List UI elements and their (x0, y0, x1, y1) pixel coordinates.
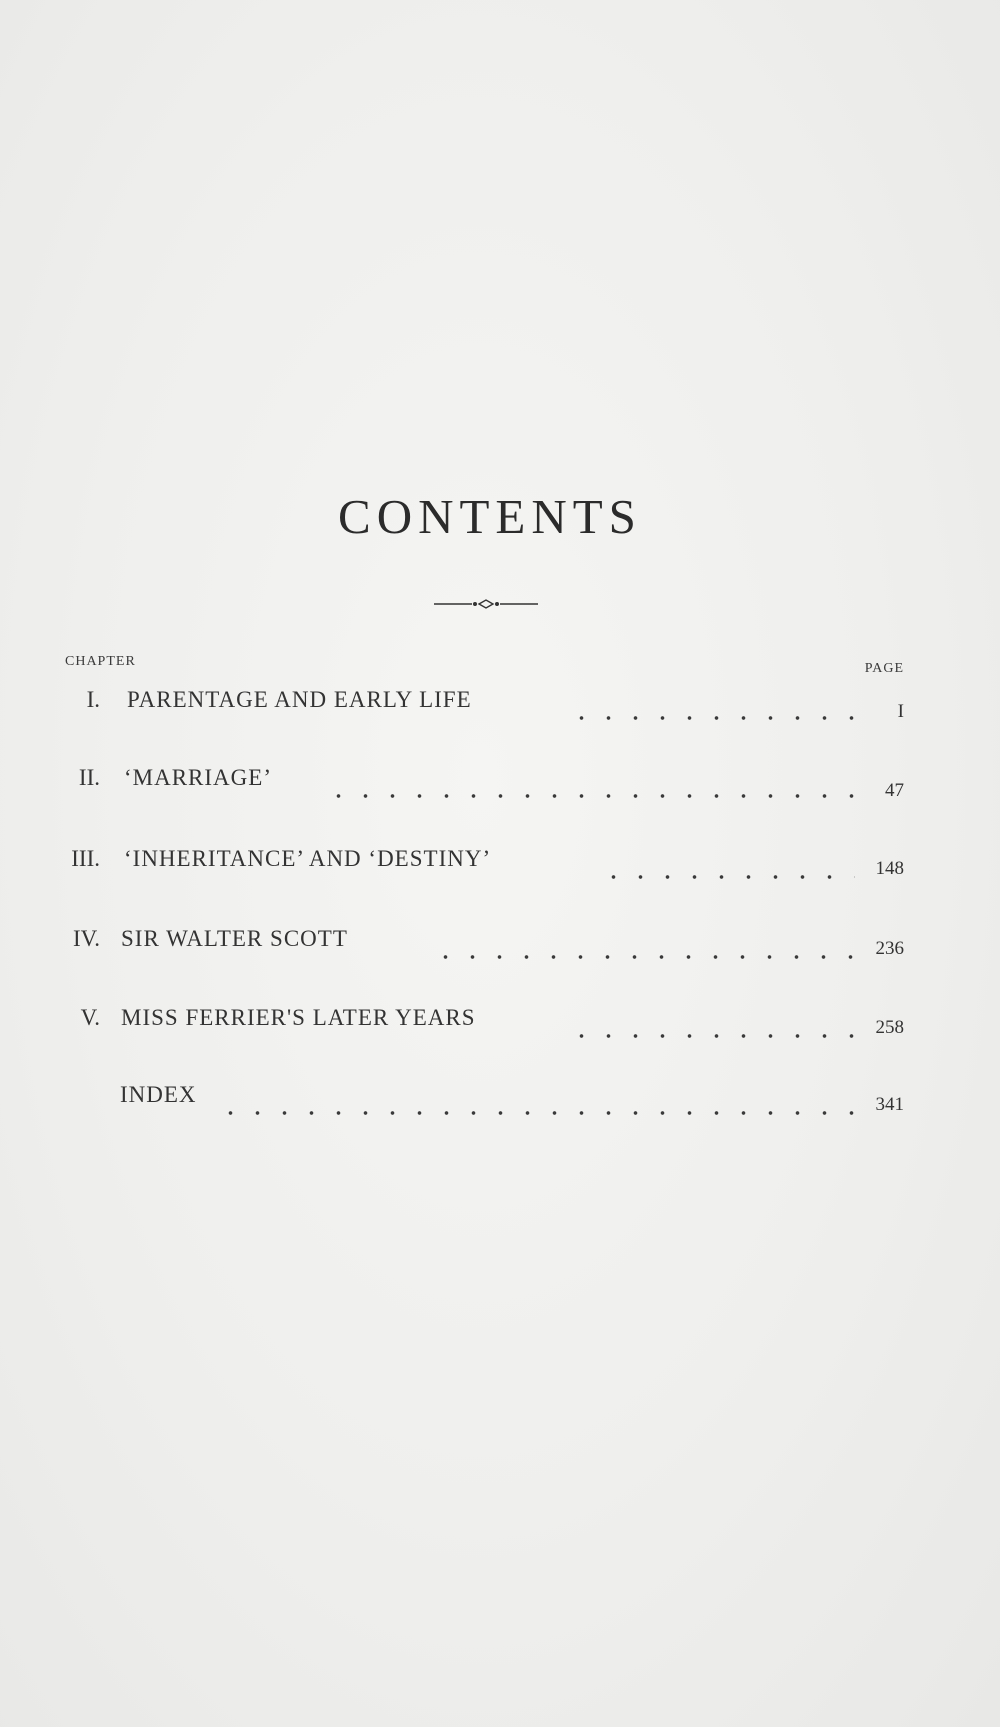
dot-leader (325, 765, 855, 798)
chapter-title: PARENTAGE AND EARLY LIFE (127, 687, 472, 712)
index-title: INDEX (120, 1082, 197, 1107)
chapter-numeral: II. (78, 765, 100, 790)
page-number: I (897, 701, 904, 722)
dot-leader (600, 846, 855, 879)
chapter-numeral: I. (86, 687, 100, 712)
chapter-title: ‘INHERITANCE’ AND ‘DESTINY’ (124, 846, 492, 871)
toc-entry (0, 926, 1000, 966)
dot-leader (432, 926, 855, 959)
dot-leader (568, 1005, 855, 1038)
toc-entry (0, 687, 1000, 727)
page-number: 341 (875, 1094, 904, 1115)
toc-entry (0, 846, 1000, 886)
chapter-title: ‘MARRIAGE’ (124, 765, 272, 790)
fleuron-rule-icon (434, 596, 538, 612)
page-column-header: PAGE (864, 661, 904, 676)
page-number: 47 (885, 780, 904, 801)
chapter-column-header: CHAPTER (65, 654, 136, 669)
toc-entry (0, 1005, 1000, 1045)
page-number: 148 (875, 858, 904, 879)
page-number: 236 (875, 938, 904, 959)
page-title: CONTENTS (338, 489, 642, 544)
chapter-title: SIR WALTER SCOTT (121, 926, 348, 951)
toc-entry (0, 765, 1000, 805)
chapter-numeral: IV. (72, 926, 100, 951)
toc-entry (0, 1082, 1000, 1122)
dot-leader (217, 1082, 855, 1115)
chapter-numeral: III. (71, 846, 100, 871)
page-number: 258 (875, 1017, 904, 1038)
chapter-numeral: V. (80, 1005, 100, 1030)
chapter-title: MISS FERRIER'S LATER YEARS (121, 1005, 476, 1030)
dot-leader (568, 687, 858, 720)
